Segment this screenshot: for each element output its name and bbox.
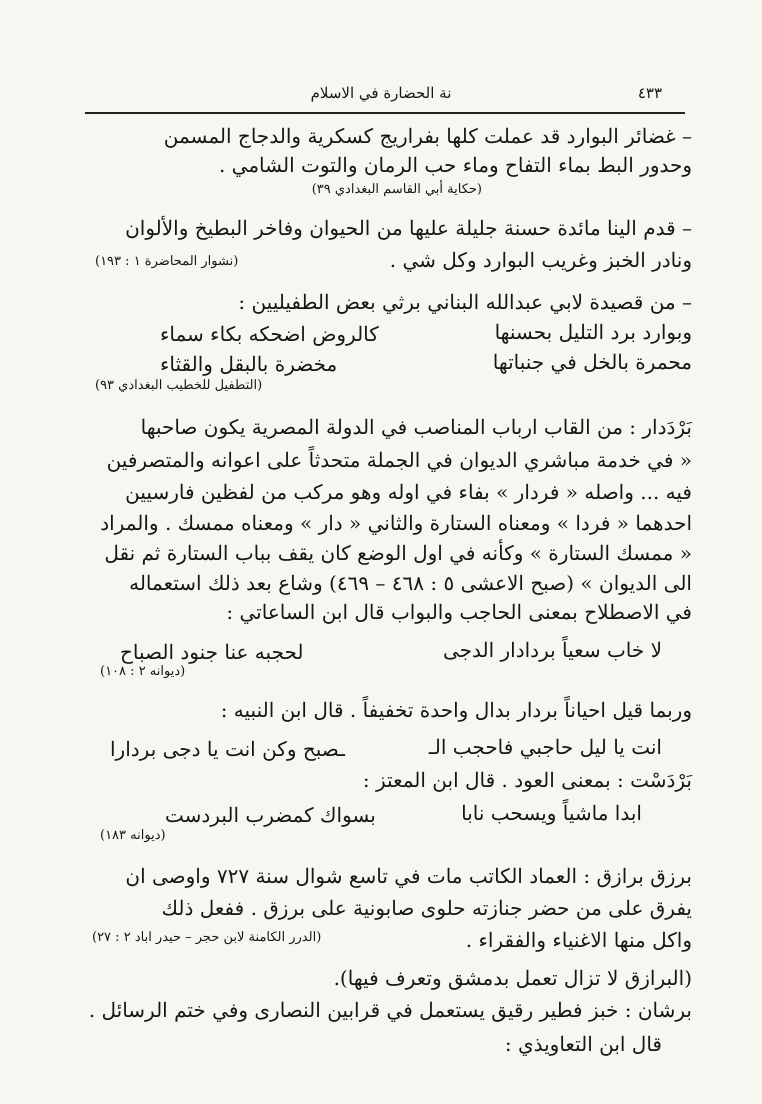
verse-hemistich: مخضرة بالبقل والقثاء <box>160 352 338 376</box>
verse-hemistich: كالروض اضحكه بكاء سماء <box>160 322 379 346</box>
text-line: وربما قيل احياناً بردار بدال واحدة تخفيفاً . قال ابن النبيه : <box>220 698 692 722</box>
verse-hemistich: لحجبه عنا جنود الصباح <box>120 640 304 664</box>
text-line: « ممسك الستارة » وكأنه في اول الوضع كان يقف بباب الستارة ثم نقل <box>104 541 692 565</box>
text-line: (البرازق لا تزال تعمل بدمشق وتعرف فيها). <box>333 966 692 990</box>
text-line: واكل منها الاغنياء والفقراء . <box>465 928 692 952</box>
text-line: بَرْدَسْت : بمعنى العود . قال ابن المعتز : <box>362 768 692 792</box>
text-line: الى الديوان » (صبح الاعشى ٥ : ٤٦٨ – ٤٦٩) وشاع بعد ذلك استعماله <box>129 571 692 595</box>
verse-hemistich: انت يا ليل حاجبي فاحجب الـ <box>428 735 662 759</box>
text-line: – غضائر البوارد قد عملت كلها بفراريج كسكرية والدجاج المسمن <box>163 124 692 148</box>
citation: (نشوار المحاضرة ١ : ١٩٣) <box>95 254 239 269</box>
text-line: بَرْدَدار : من القاب ارباب المناصب في الدولة المصرية يكون صاحبها <box>140 415 692 439</box>
verse-hemistich: لا خاب سعياً بردادار الدجى <box>442 638 662 662</box>
verse-hemistich: ـصبح وكن انت يا دجى بردارا <box>110 737 345 761</box>
running-title: نة الحضارة في الاسلام <box>310 84 452 102</box>
citation: (ديوانه ٢ : ١٠٨) <box>100 664 186 679</box>
text-line: – قدم الينا مائدة حسنة جليلة عليها من الحيوان وفاخر البطيخ والألوان <box>125 216 692 240</box>
verse-hemistich: ابدا ماشياً ويسحب نابا <box>461 801 642 825</box>
text-line: برشان : خبز فطير رقيق يستعمل في قرابين النصارى وفي ختم الرسائل . <box>88 998 692 1022</box>
text-line: احدهما « فردا » ومعناه الستارة والثاني « دار » ومعناه ممسك . والمراد <box>100 511 692 535</box>
citation: (حكاية أبي القاسم البغدادي ٣٩) <box>311 182 482 197</box>
text-line: في الاصطلاح بمعنى الحاجب والبواب قال ابن الساعاتي : <box>226 600 692 624</box>
text-line: يفرق على من حضر جنازته حلوى صابونية على برزق . ففعل ذلك <box>161 896 692 920</box>
citation: (ديوانه ١٨٣) <box>100 828 166 843</box>
text-line: قال ابن التعاويذي : <box>504 1032 662 1056</box>
text-line: – من قصيدة لابي عبدالله البناني برثي بعض الطفيليين : <box>238 290 692 314</box>
citation: (التطفيل للخطيب البغدادي ٩٣) <box>95 378 263 393</box>
verse-hemistich: وبوارد برد التليل بحسنها <box>494 320 692 344</box>
text-line: « في خدمة مباشري الديوان في الجملة متحدثاً على اعوانه والمتصرفين <box>106 448 692 472</box>
text-line: وحدور البط بماء التفاح وماء حب الرمان والتوت الشامي . <box>218 153 692 177</box>
text-line: برزق برازق : العماد الكاتب مات في تاسع شوال سنة ٧٢٧ واوصى ان <box>125 864 692 888</box>
text-line: فيه ... واصله « فردار » بفاء في اوله وهو مركب من لفظين فارسيين <box>125 480 692 504</box>
verse-hemistich: محمرة بالخل في جنباتها <box>492 350 692 374</box>
text-line: ونادر الخبز وغريب البوارد وكل شي . <box>389 248 692 272</box>
header-rule <box>85 112 685 114</box>
citation: (الدرر الكامنة لابن حجر – حيدر اباد ٢ : ٢٧) <box>92 930 322 945</box>
verse-hemistich: بسواك كمضرب البردست <box>165 803 376 827</box>
page-number: ٤٣٣ <box>637 84 662 102</box>
